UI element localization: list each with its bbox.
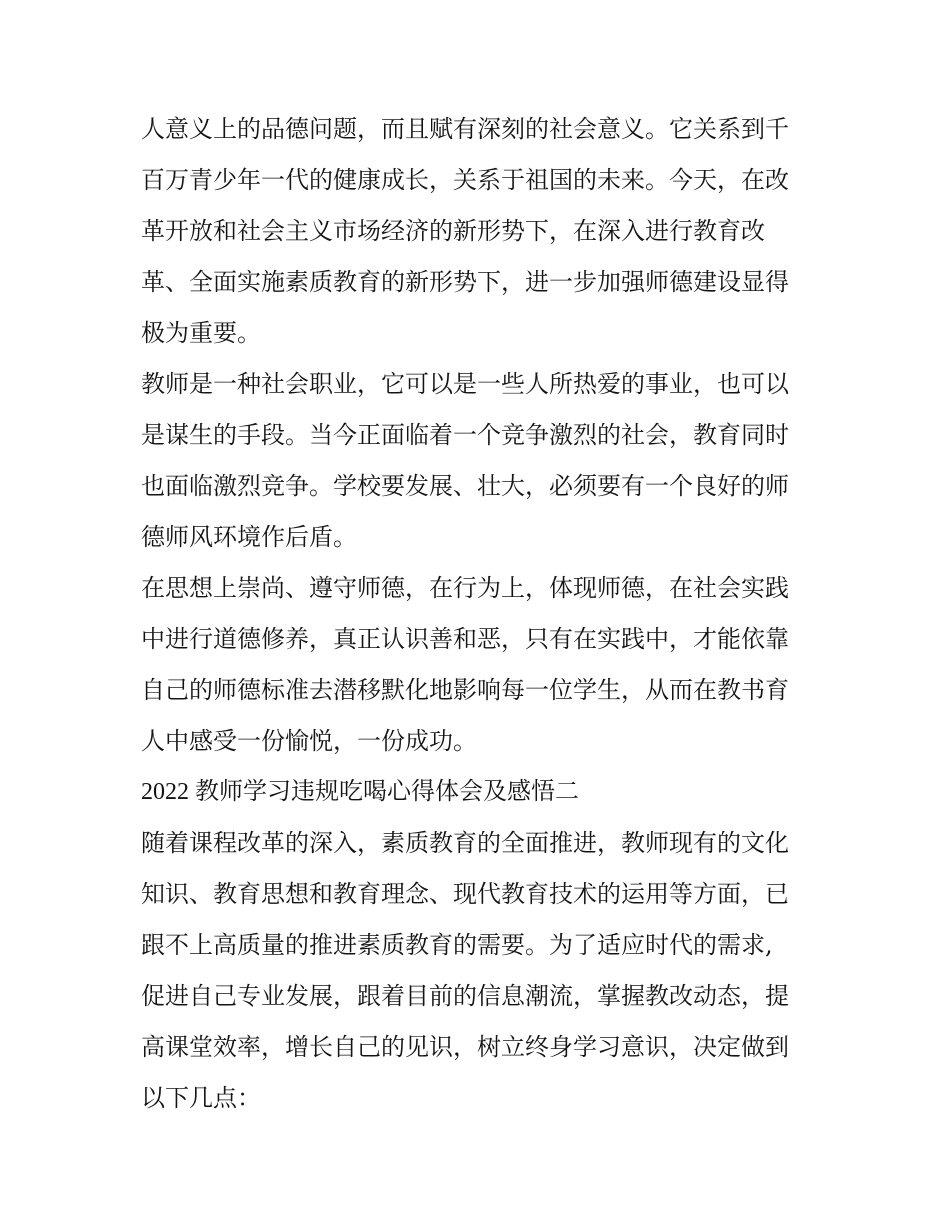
text-line: 人中感受一份愉悦，一份成功。: [141, 727, 477, 755]
text-line: 人意义上的品德问题，而且赋有深刻的社会意义。它关系到千: [141, 115, 789, 143]
paragraph-3: [141, 563, 821, 767]
document-body: [141, 104, 821, 1124]
text-line: 以下几点：: [141, 1084, 261, 1112]
text-line: 德师风环境作后盾。: [141, 523, 357, 551]
text-line: 促进自己专业发展，跟着目前的信息潮流，掌握教改动态，提: [141, 982, 789, 1010]
text-line: 知识、教育思想和教育理念、现代教育技术的运用等方面，已: [141, 880, 789, 908]
text-line: 中进行道德修养，真正认识善和恶，只有在实践中，才能依靠: [141, 625, 789, 653]
text-line: 极为重要。: [141, 319, 261, 347]
paragraph-1: [141, 104, 821, 359]
text-line: 是谋生的手段。当今正面临着一个竞争激烈的社会，教育同时: [141, 421, 789, 449]
text-line: 高课堂效率，增长自己的见识，树立终身学习意识，决定做到: [141, 1033, 789, 1061]
section-heading: [141, 767, 821, 818]
text-line: 随着课程改革的深入，素质教育的全面推进，教师现有的文化: [141, 829, 789, 857]
text-line: 跟不上高质量的推进素质教育的需要。为了适应时代的需求,: [141, 931, 773, 959]
paragraph-4: [141, 818, 821, 1124]
text-line: 也面临激烈竞争。学校要发展、壮大，必须要有一个良好的师: [141, 472, 789, 500]
text-line: 自己的师德标准去潜移默化地影响每一位学生，从而在教书育: [141, 676, 789, 704]
text-line: 在思想上崇尚、遵守师德，在行为上，体现师德，在社会实践: [141, 574, 789, 602]
section-title: 2022 教师学习违规吃喝心得体会及感悟二: [141, 779, 579, 805]
text-line: 革、全面实施素质教育的新形势下，进一步加强师德建设显得: [141, 268, 789, 296]
text-line: 百万青少年一代的健康成长，关系于祖国的未来。今天，在改: [141, 166, 789, 194]
text-line: 革开放和社会主义市场经济的新形势下，在深入进行教育改: [141, 217, 765, 245]
paragraph-2: [141, 359, 821, 563]
text-line: 教师是一种社会职业，它可以是一些人所热爱的事业，也可以: [141, 370, 789, 398]
